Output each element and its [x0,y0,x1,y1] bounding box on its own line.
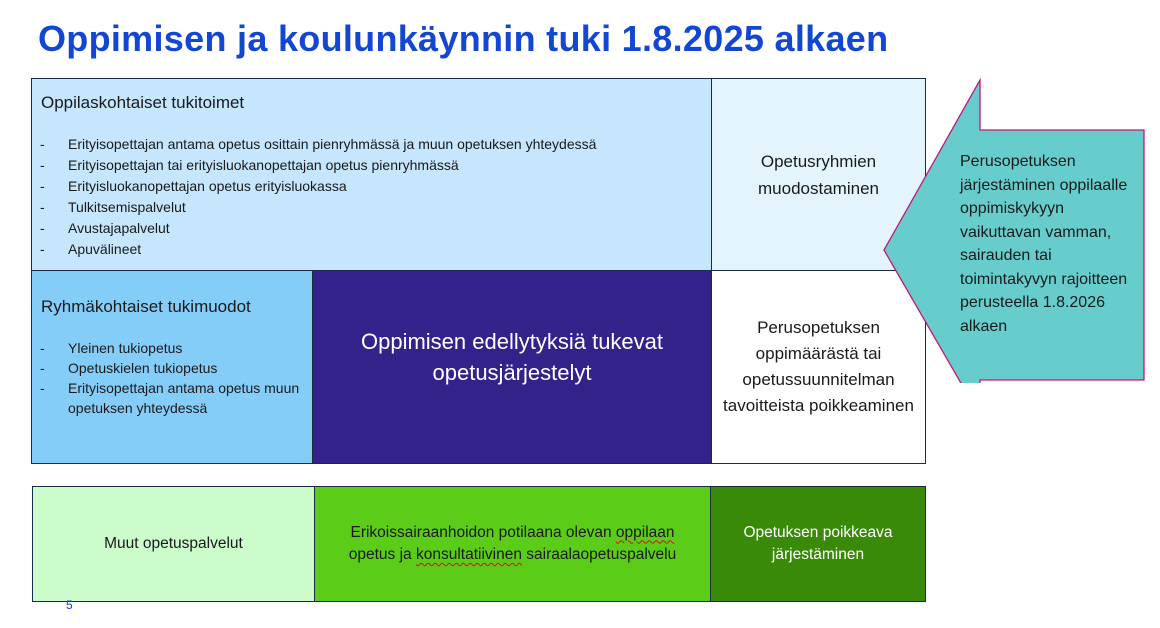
list-item: - Apuvälineet [40,239,596,260]
deviating-organisation-text: Opetuksen poikkeava järjestäminen [743,523,893,563]
spellcheck-word: oppilaan [615,523,675,541]
list-item: - Erityisopettajan antama opetus muun opetuksen yhteydessä [40,378,312,418]
other-services-box [32,486,315,602]
list-item: - Yleinen tukiopetus [40,338,312,358]
text-fragment: sairaalaopetuspalvelu [521,546,677,563]
hospital-teaching-box [314,486,711,602]
other-services-text: Muut opetuspalvelut [104,534,243,552]
list-item: - Erityisopettajan tai erityisluokanopettajan opetus pienryhmässä [40,155,596,176]
central-arrangements-text: Oppimisen edellytyksiä tukevat opetusjärjestelyt [360,329,664,385]
list-item: - Tulkitsemispalvelut [40,197,596,218]
hospital-teaching-text [335,522,690,567]
group-support-box [31,270,313,464]
text-fragment: Erikoissairaanhoidon potilaana olevan [350,523,616,541]
spellcheck-word: konsultatiivinen [415,546,522,563]
list-item: - Opetuskielen tukiopetus [40,358,312,378]
list-item: - Erityisopettajan antama opetus osittain pienryhmässä ja muun opetuksen yhteydessä [40,134,596,155]
text-fragment: opetus ja [348,546,416,563]
arrow-text: Perusopetuksen järjestäminen oppilaalle oppimiskykyyn vaikuttavan vamman, sairauden tai toimintakyvyn rajoitteen perusteella 1.8.2026 alkaen [960,153,1128,335]
list-item: - Erityisluokanopettajan opetus erityisluokassa [40,176,596,197]
group-support-heading: Ryhmäkohtaiset tukimuodot [41,297,251,316]
individual-support-box [31,78,712,271]
list-item: - Avustajapalvelut [40,218,596,239]
group-support-list [40,338,312,418]
page-number: 5 [66,598,73,612]
page-title: Oppimisen ja koulunkäynnin tuki 1.8.2025 alkaen [38,18,889,59]
individual-support-heading: Oppilaskohtaiset tukitoimet [41,93,245,112]
curriculum-deviation-text: Perusopetuksen oppimäärästä tai opetussuunnitelman tavoitteista poikkeaminen [723,318,914,415]
deviating-organisation-box [710,486,926,602]
central-arrangements-box [312,270,712,464]
individual-support-list [40,134,596,260]
group-formation-text: Opetusryhmien muodostaminen [758,151,879,198]
